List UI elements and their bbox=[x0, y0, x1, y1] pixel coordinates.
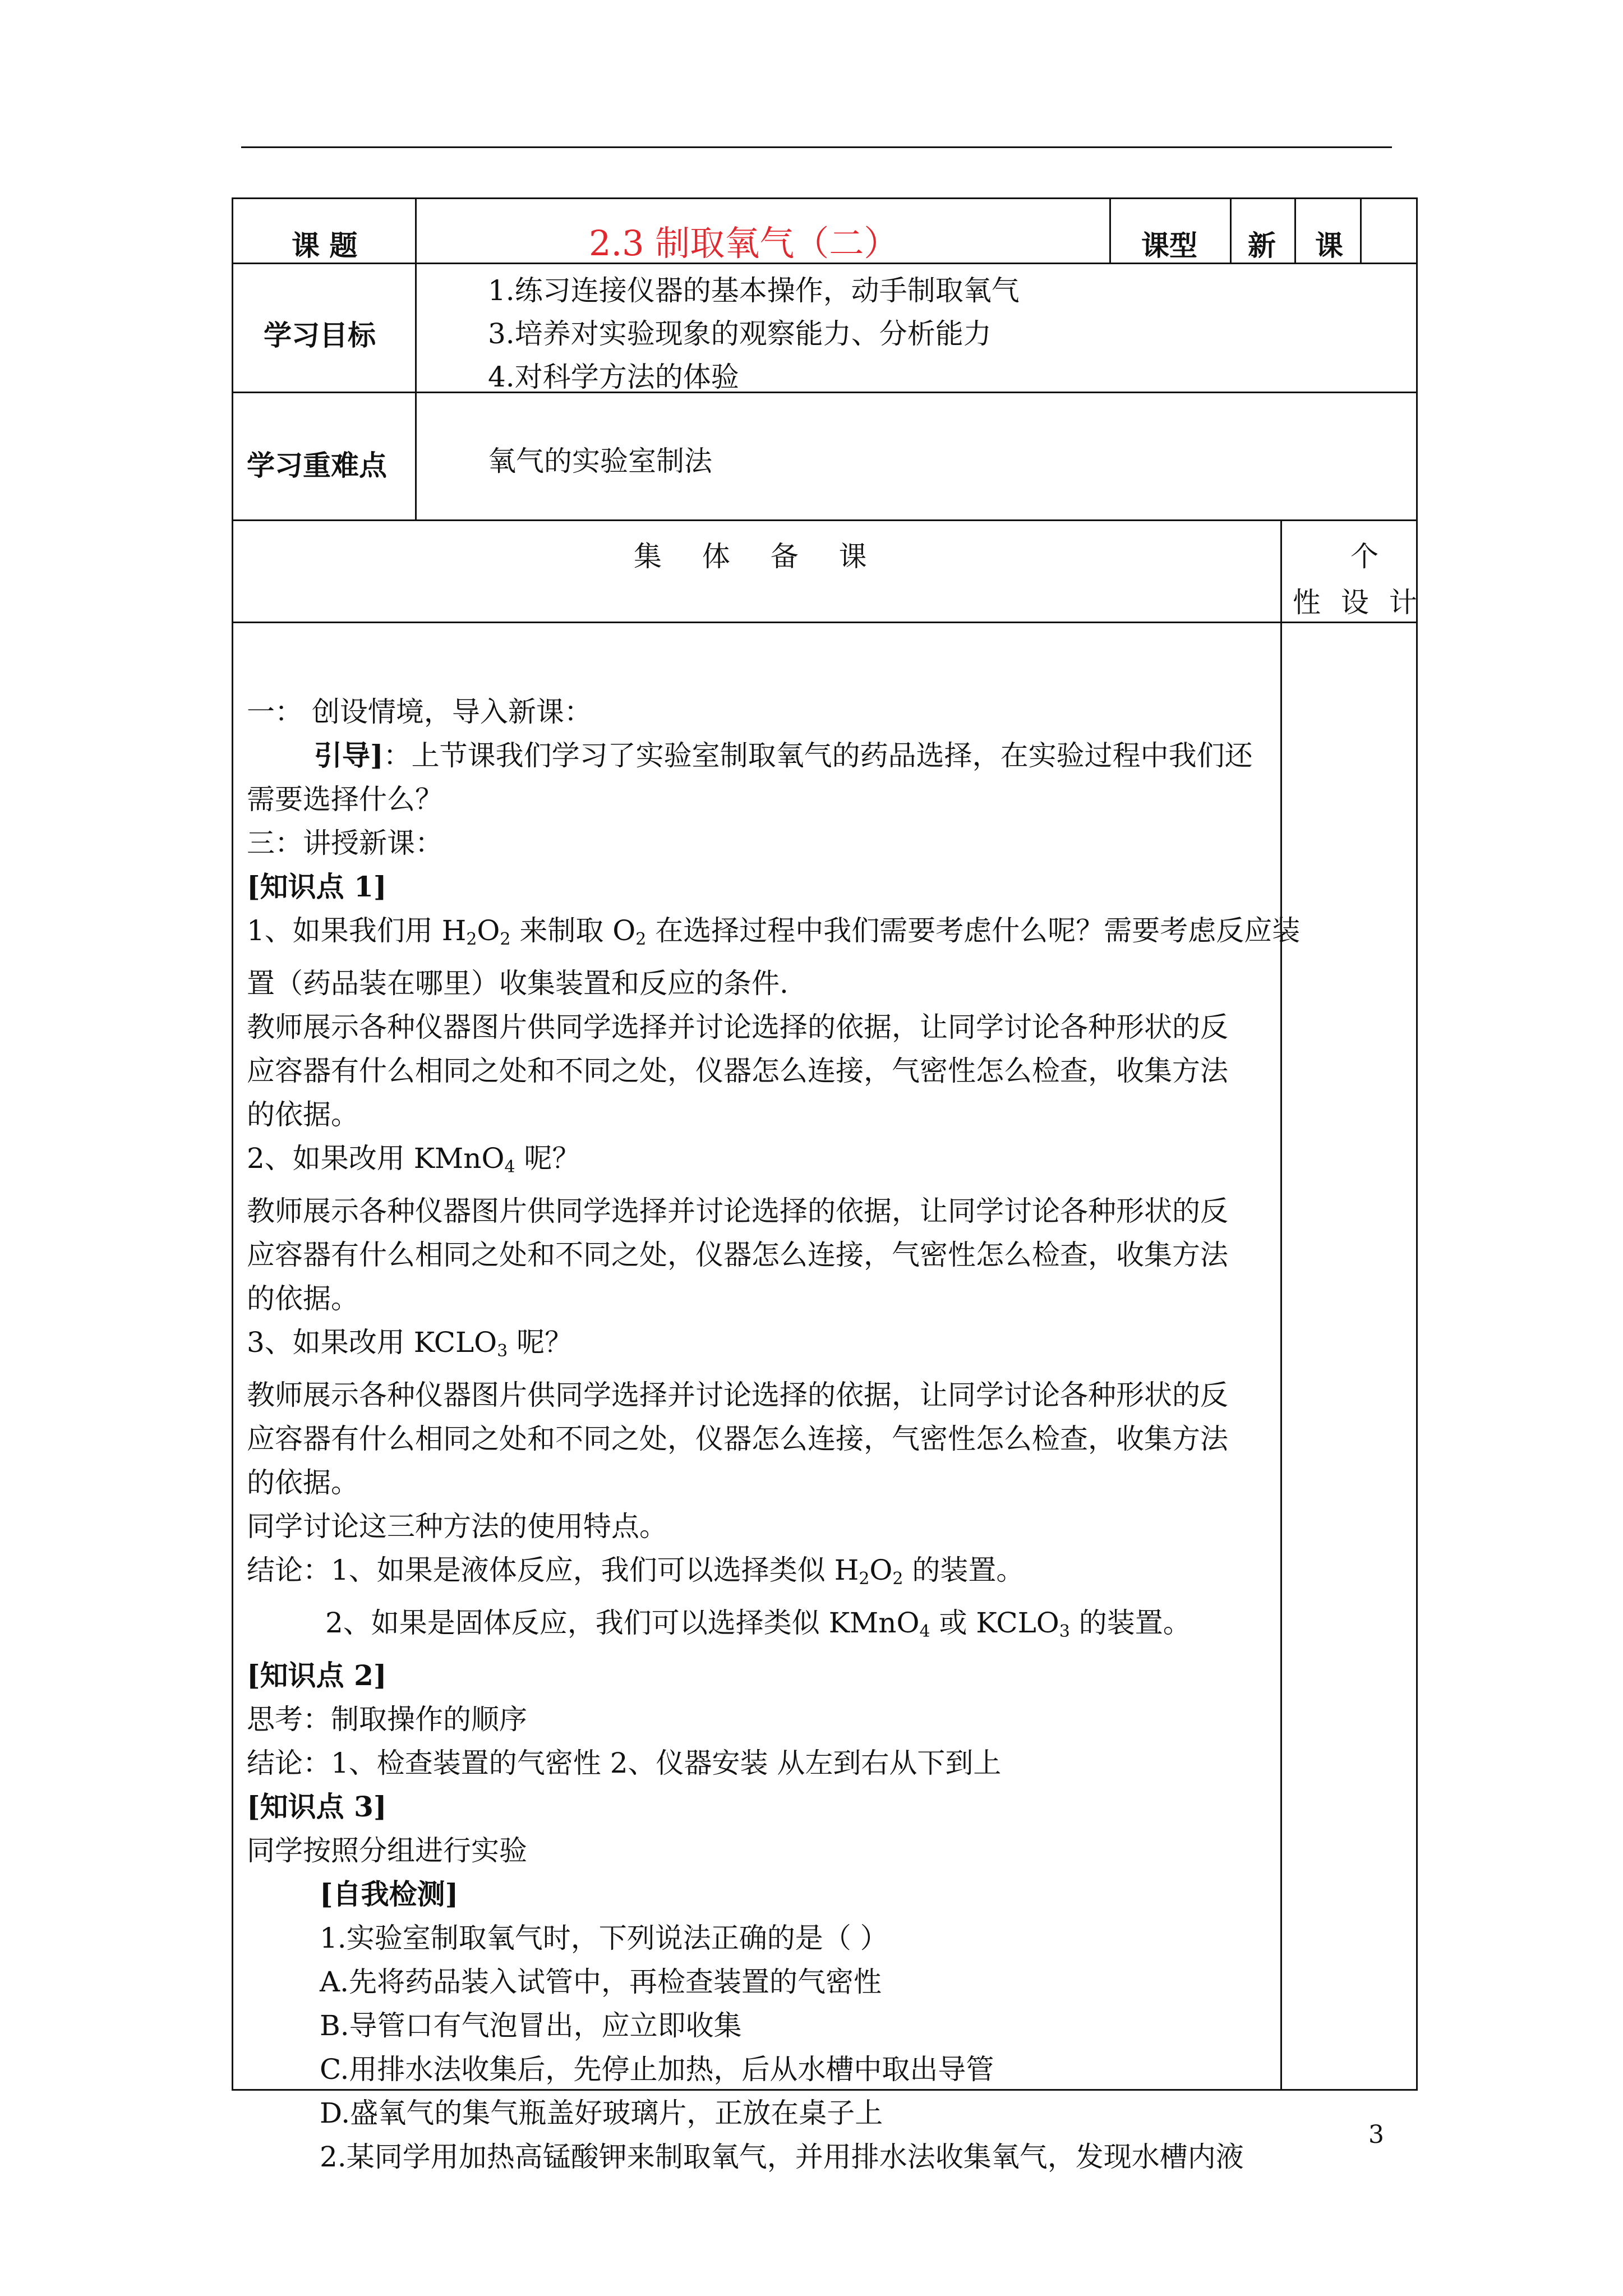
self-check-option-d: D.盛氧气的集气瓶盖好玻璃片，正放在桌子上 bbox=[320, 2097, 883, 2129]
goal-item: 1.练习连接仪器的基本操作，动手制取氧气 bbox=[488, 274, 1020, 307]
col-divider bbox=[415, 197, 417, 521]
goals-label: 学习目标 bbox=[264, 319, 376, 352]
personal-design-header: 个 bbox=[1350, 540, 1378, 573]
collective-prep-header: 集 体 备 课 bbox=[634, 540, 883, 573]
subject-label: 课 题 bbox=[292, 229, 358, 262]
lesson-title: 2.3 制取氧气（二） bbox=[589, 223, 899, 264]
question-1: 1、如果我们用 $H_2O_2$ 来制取 $O_2$ 在选择过程中我们需要考虑什么呢？需要考虑反应装 bbox=[247, 914, 1301, 949]
page-number: 3 bbox=[1368, 2120, 1384, 2149]
teacher-text: 应容器有什么相同之处和不同之处，仪器怎么连接，气密性怎么检查，收集方法 bbox=[247, 1239, 1228, 1271]
guide-line-2: 需要选择什么？ bbox=[247, 783, 443, 816]
intro-heading: 一： 创设情境，导入新课： bbox=[247, 696, 592, 728]
col-divider bbox=[1360, 197, 1362, 264]
guide-line bbox=[247, 734, 1267, 777]
conclusion-1: 结论：1、如果是液体反应，我们可以选择类似 $H_2O_2$ 的装置。 bbox=[247, 1554, 1025, 1589]
question-1-cont: 置（药品装在哪里）收集装置和反应的条件. bbox=[247, 967, 789, 1000]
teacher-text: 教师展示各种仪器图片供同学选择并讨论选择的依据，让同学讨论各种形状的反 bbox=[247, 1379, 1228, 1411]
conclusion-3: 结论：1、检查装置的气密性 2、仪器安装 从左到右从下到上 bbox=[247, 1747, 1002, 1779]
knowledge-point-2: [知识点 2] bbox=[247, 1659, 387, 1692]
knowledge-point-1: [知识点 1] bbox=[247, 870, 387, 903]
goal-item: 4.对科学方法的体验 bbox=[488, 361, 739, 393]
teacher-text: 的依据。 bbox=[247, 1098, 359, 1131]
type-value-new: 新 bbox=[1248, 229, 1276, 262]
self-check-q1: 1.实验室制取氧气时，下列说法正确的是（ ） bbox=[320, 1922, 888, 1954]
col-divider bbox=[1230, 197, 1232, 264]
question-3: 3、如果改用 $KCLO_3$ 呢？ bbox=[247, 1326, 573, 1361]
row-divider bbox=[232, 519, 1418, 521]
self-check-option-b: B.导管口有气泡冒出，应立即收集 bbox=[320, 2009, 742, 2042]
guide-label: 引导] bbox=[314, 739, 384, 772]
guide-text: ：上节课我们学习了实验室制取氧气的药品选择，在实验过程中我们还 bbox=[383, 739, 1253, 772]
key-points-label: 学习重难点 bbox=[247, 449, 387, 482]
personal-design-header: 性 设 计 bbox=[1293, 586, 1423, 619]
discussion: 同学讨论这三种方法的使用特点。 bbox=[247, 1510, 667, 1543]
teacher-text: 应容器有什么相同之处和不同之处，仪器怎么连接，气密性怎么检查，收集方法 bbox=[247, 1055, 1228, 1087]
key-points-text: 氧气的实验室制法 bbox=[488, 445, 712, 477]
self-check-heading: [自我检测] bbox=[320, 1878, 459, 1911]
teacher-text: 的依据。 bbox=[247, 1466, 359, 1499]
question-2: 2、如果改用 KMnO$_4$ 呢？ bbox=[247, 1142, 580, 1177]
teacher-text: 教师展示各种仪器图片供同学选择并讨论选择的依据，让同学讨论各种形状的反 bbox=[247, 1011, 1228, 1043]
self-check-q2: 2.某同学用加热高锰酸钾来制取氧气，并用排水法收集氧气，发现水槽内液 bbox=[320, 2141, 1244, 2173]
col-divider bbox=[1280, 519, 1282, 2091]
self-check-option-c: C.用排水法收集后，先停止加热，后从水槽中取出导管 bbox=[320, 2053, 994, 2086]
teacher-text: 的依据。 bbox=[247, 1282, 359, 1315]
new-lesson-heading: 三：讲授新课： bbox=[247, 827, 443, 859]
goal-item: 3.培养对实验现象的观察能力、分析能力 bbox=[488, 318, 992, 350]
col-divider bbox=[1109, 197, 1111, 264]
type-label: 课型 bbox=[1141, 229, 1197, 262]
teacher-text: 教师展示各种仪器图片供同学选择并讨论选择的依据，让同学讨论各种形状的反 bbox=[247, 1195, 1228, 1227]
lesson-body bbox=[247, 690, 1301, 2179]
col-divider bbox=[1294, 197, 1296, 264]
type-value-lesson: 课 bbox=[1315, 229, 1343, 262]
thinking: 思考：制取操作的顺序 bbox=[247, 1703, 527, 1736]
experiment: 同学按照分组进行实验 bbox=[247, 1834, 527, 1867]
row-divider bbox=[232, 622, 1418, 623]
header-rule bbox=[241, 146, 1392, 148]
row-divider bbox=[232, 392, 1418, 393]
knowledge-point-3: [知识点 3] bbox=[247, 1790, 387, 1823]
self-check-option-a: A.先将药品装入试管中，再检查装置的气密性 bbox=[320, 1966, 882, 1998]
teacher-text: 应容器有什么相同之处和不同之处，仪器怎么连接，气密性怎么检查，收集方法 bbox=[247, 1423, 1228, 1455]
conclusion-2: 2、如果是固体反应，我们可以选择类似 KMnO$_4$ 或 $KCLO_3$ 的装置。 bbox=[325, 1607, 1191, 1641]
